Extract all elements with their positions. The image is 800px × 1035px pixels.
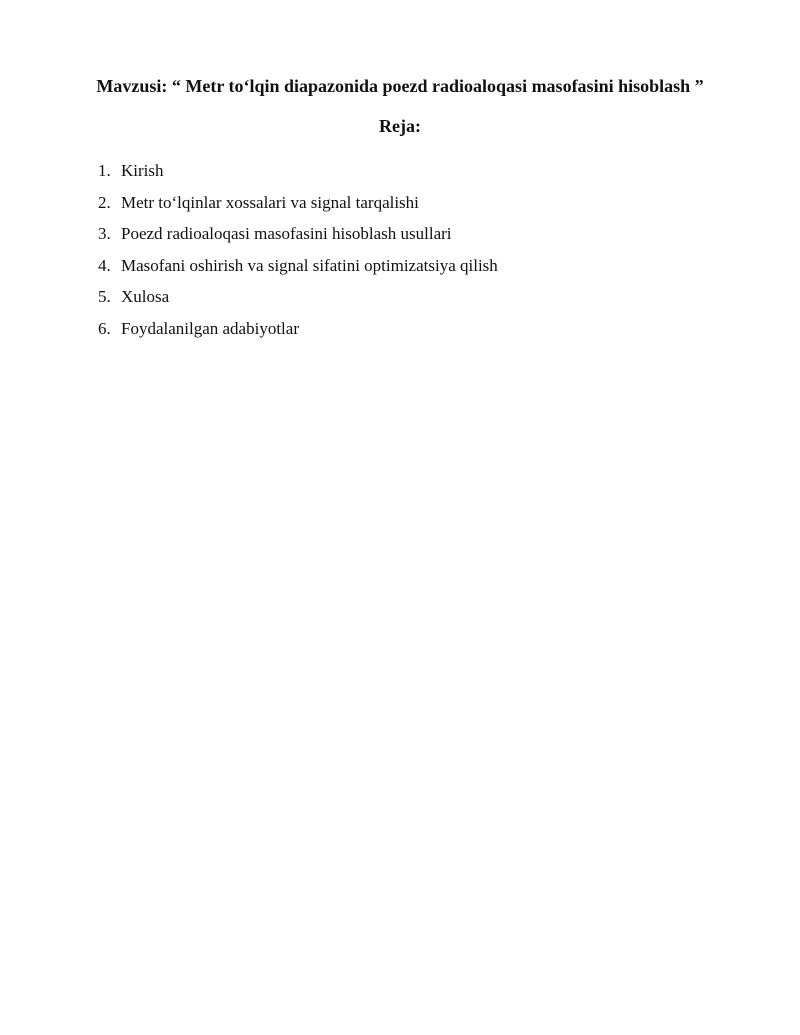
- list-item-text: Kirish: [121, 161, 164, 180]
- list-item-number: 3.: [98, 224, 111, 243]
- list-item-number: 4.: [98, 255, 111, 275]
- list-item-number: 1.: [98, 161, 111, 180]
- plan-list: [98, 160, 498, 349]
- list-item-number: 6.: [98, 318, 111, 338]
- list-item-text: Foydalanilgan adabiyotlar: [121, 318, 299, 338]
- list-item: [98, 192, 498, 224]
- document-title: Mavzusi: “ Metr to‘lqin diapazonida poezd radioaloqasi masofasini hisoblash ”: [96, 76, 704, 96]
- list-item: [98, 255, 498, 287]
- list-item-text: Masofani oshirish va signal sifatini optimizatsiya qilish: [121, 255, 498, 275]
- list-item-text: Metr to‘lqinlar xossalari va signal tarqalishi: [121, 192, 419, 212]
- list-item-text: Poezd radioaloqasi masofasini hisoblash usullari: [121, 224, 452, 243]
- list-item-number: 5.: [98, 287, 111, 306]
- list-item: [98, 318, 498, 350]
- plan-heading: Reja:: [379, 116, 421, 136]
- list-item: [98, 160, 498, 192]
- list-item: [98, 223, 498, 255]
- list-item: [98, 286, 498, 318]
- list-item-number: 2.: [98, 192, 111, 212]
- list-item-text: Xulosa: [121, 287, 170, 306]
